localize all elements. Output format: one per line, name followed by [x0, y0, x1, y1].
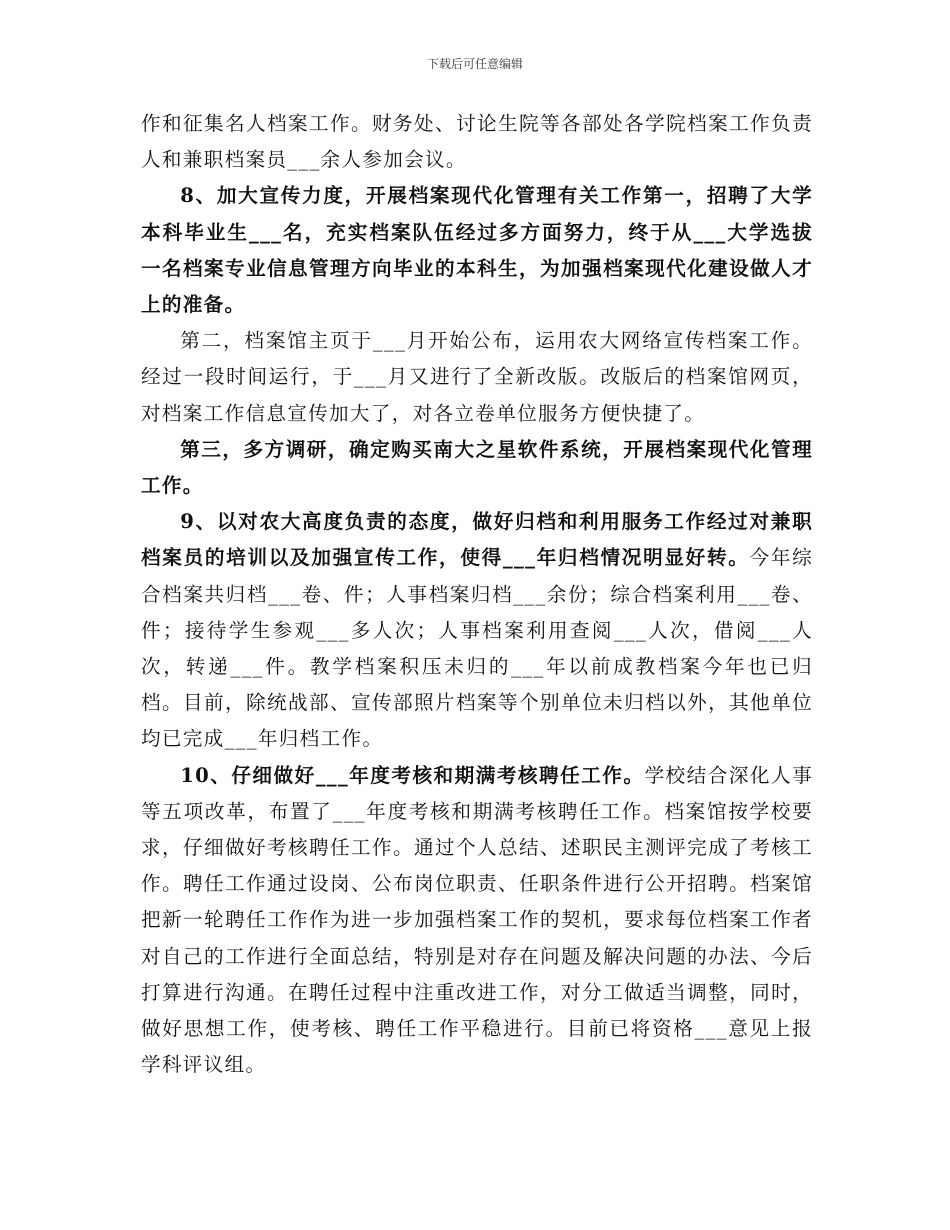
page-header: 下载后可任意编辑 [426, 57, 523, 71]
paragraph-heading: 第三，多方调研，确定购买南大之星软件系统，开展档案现代化管理工作。 [141, 437, 813, 498]
paragraph-item-9 [141, 504, 813, 757]
paragraph-text: 今年综合档案共归档___卷、件；人事档案归档___余份；综合档案利用___卷、件；接待学生参观___多人次；人事档案利用查阅___人次，借阅___人次，转递___件。教学档案积压未归的___年以前成教档案今年也已归档。目前，除统战部、宣传部照片档案等个别单位未归档以外，其他单位均已完成___年归档工作。 [141, 546, 814, 751]
paragraph-text: 学校结合深化人事等五项改革，布置了___年度考核和期满考核聘任工作。档案馆按学校要求，仔细做好考核聘任工作。通过个人总结、述职民主测评完成了考核工作。聘任工作通过设岗、公布岗位职责、任职条件进行公开招聘。档案馆把新一轮聘任工作作为进一步加强档案工作的契机，要求每位档案工作者对自己的工作进行全面总结，特别是对存在问题及解决问题的办法、今后打算进行沟通。在聘任过程中注重改进工作，对分工做适当调整，同时，做好思想工作，使考核、聘任工作平稳进行。目前已将资格___意见上报学科评议组。 [141, 763, 813, 1077]
paragraph-continuation [141, 106, 813, 178]
paragraph-second [141, 323, 813, 432]
paragraph-item-10 [141, 758, 813, 1084]
paragraph-text: 第二，档案馆主页于___月开始公布，运用农大网络宣传档案工作。经过一段时间运行，于___月又进行了全新改版。改版后的档案馆网页，对档案工作信息宣传加大了，对各立卷单位服务方便快捷了。 [141, 329, 813, 425]
paragraph-third [141, 432, 813, 504]
paragraph-heading: 10、仔细做好___年度考核和期满考核聘任工作。 [180, 763, 645, 787]
paragraph-text: 作和征集名人档案工作。财务处、讨论生院等各部处各学院档案工作负责人和兼职档案员___余人参加会议。 [141, 112, 813, 172]
document-body [141, 106, 813, 1083]
paragraph-heading: 9、以对农大高度负责的态度，做好归档和利用服务工作经过对兼职档案员的培训以及加强宣传工作，使得___年归档情况明显好转。 [141, 510, 813, 570]
paragraph-heading: 8、加大宣传力度，开展档案现代化管理有关工作第一，招聘了大学本科毕业生___名，充实档案队伍经过多方面努力，终于从___大学选拔一名档案专业信息管理方向毕业的本科生，为加强档案现代化建设做人才上的准备。 [141, 184, 813, 317]
paragraph-item-8 [141, 178, 813, 323]
